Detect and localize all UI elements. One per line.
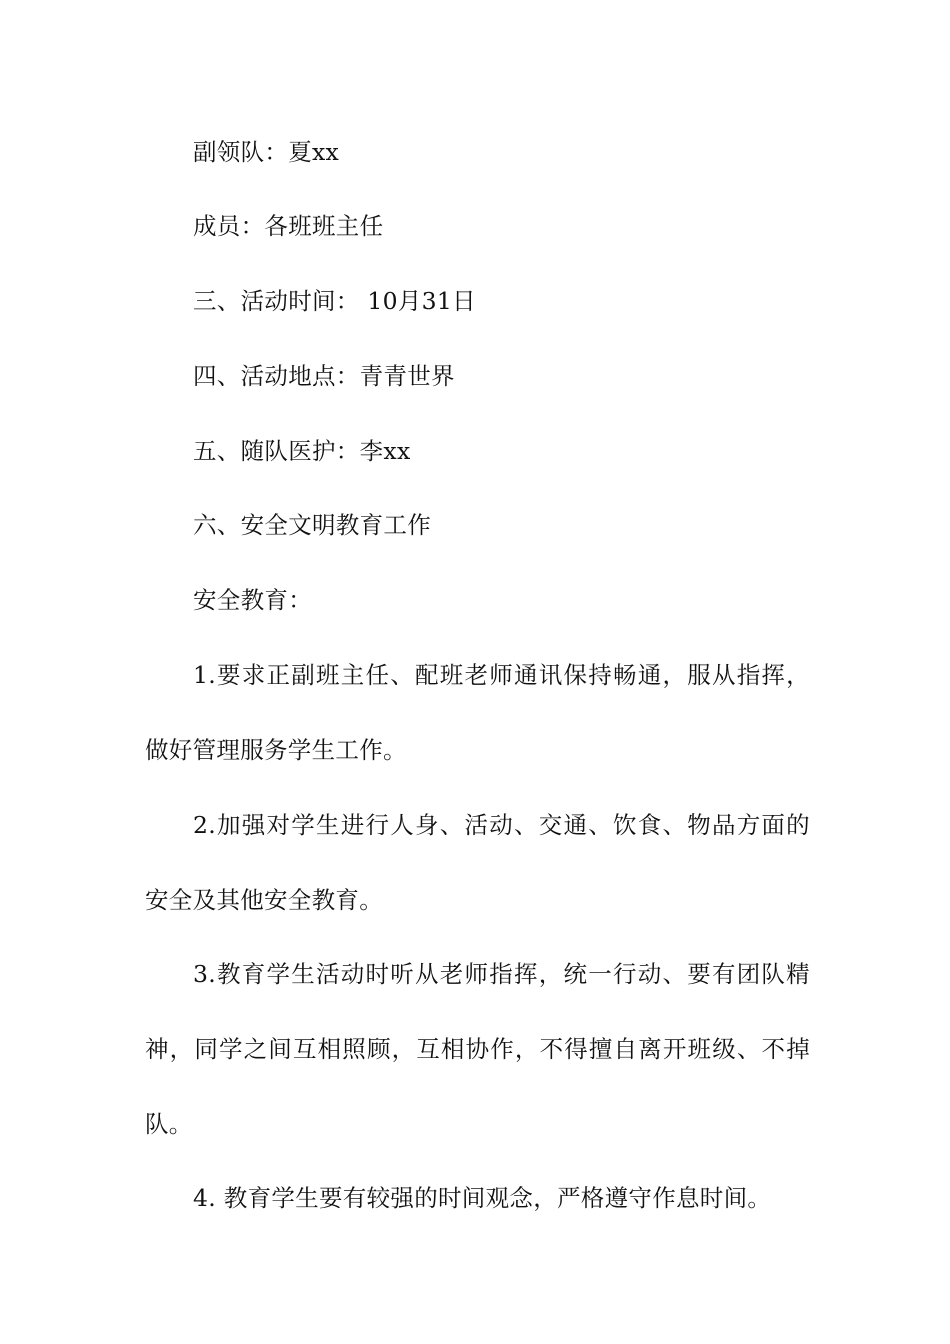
paragraph-safety-education: 安全教育： bbox=[193, 586, 312, 614]
paragraph-medical-staff: 五、随队医护：李xx bbox=[193, 437, 411, 465]
paragraph-members: 成员：各班班主任 bbox=[193, 212, 384, 240]
paragraph-item-1: 1.要求正副班主任、配班老师通讯保持畅通，服从指挥，做好管理服务学生工作。 bbox=[145, 661, 810, 764]
paragraph-activity-time: 三、活动时间： 10月31日 bbox=[193, 287, 476, 315]
paragraph-safety-heading: 六、安全文明教育工作 bbox=[193, 511, 431, 539]
paragraph-deputy-leader: 副领队：夏xx bbox=[193, 138, 340, 166]
paragraph-item-4: 4. 教育学生要有较强的时间观念，严格遵守作息时间。 bbox=[193, 1184, 772, 1212]
paragraph-item-3: 3.教育学生活动时听从老师指挥，统一行动、要有团队精神，同学之间互相照顾，互相协作，不得擅自离开班级、不掉队。 bbox=[145, 960, 810, 1138]
paragraph-item-2: 2.加强对学生进行人身、活动、交通、饮食、物品方面的安全及其他安全教育。 bbox=[145, 811, 810, 914]
paragraph-activity-location: 四、活动地点：青青世界 bbox=[193, 362, 455, 390]
